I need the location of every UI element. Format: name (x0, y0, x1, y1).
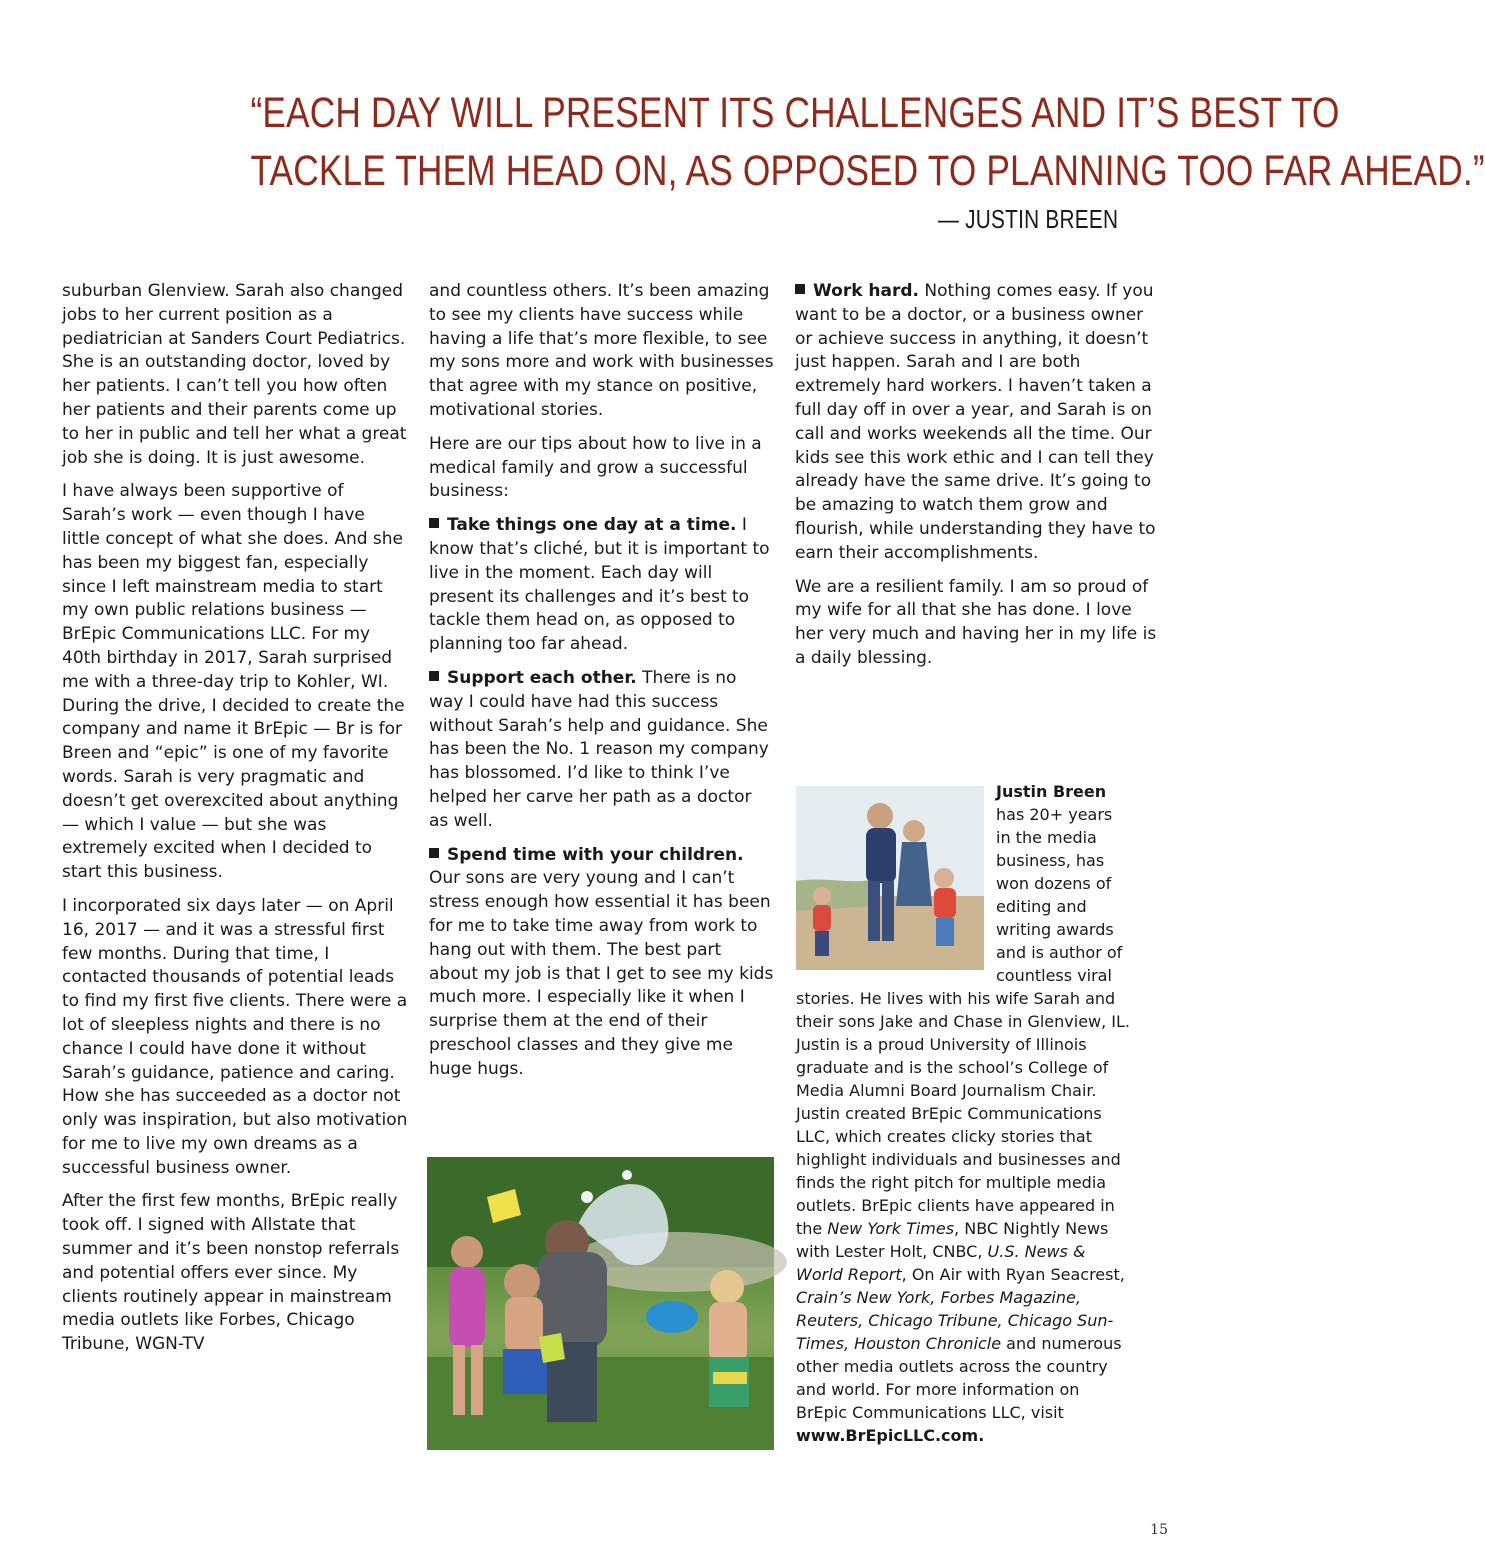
square-bullet-icon (429, 848, 439, 858)
bio-outlet: Crain’s New York, Forbes Magazine, Reuters, Chicago Tribune, Chicago Sun-Times, Houston Chronicle (796, 1288, 1114, 1353)
pull-quote-line-1: “EACH DAY WILL PRESENT ITS CHALLENGES AND IT’S BEST TO (250, 89, 1340, 137)
author-name: Justin Breen (996, 782, 1107, 801)
website-link[interactable]: www.BrEpicLLC.com. (796, 1426, 985, 1445)
paragraph: We are a resilient family. I am so proud of my wife for all that she has done. I love her very much and having her in my life is a daily blessing. (795, 576, 1157, 668)
square-bullet-icon (429, 671, 439, 681)
tip-heading: Work hard. (813, 281, 920, 301)
tip-body: There is no way I could have had this success without Sarah’s help and guidance. She has been the No. 1 reason my company has blossomed. I’d like to think I’ve helped her carve her path as a doctor as well. (429, 667, 769, 831)
tip-heading: Take things one day at a time. (447, 515, 737, 536)
tip-heading: Spend time with your children. (447, 844, 744, 865)
paragraph: and countless others. It’s been amazing to see my clients have success while having a life that’s more flexible, to see my sons more and work with businesses that agree with my stance on positive, motivational stories. (429, 281, 774, 420)
bio-text: , On Air with Ryan Seacrest, (901, 1265, 1125, 1284)
article-column-1 (62, 280, 408, 1367)
article-column-3 (795, 280, 1157, 681)
tip-paragraph (795, 280, 1157, 566)
paragraph: After the first few months, BrEpic really took off. I signed with Allstate that summer and it’s been nonstop referrals and potential offers ever since. My clients routinely appear in mainstream media outlets like Forbes, Chicago Tribune, WGN-TV (62, 1191, 400, 1355)
bio-photo-spacer (796, 780, 996, 973)
paragraph: Here are our tips about how to live in a medical family and grow a successful business: (429, 433, 762, 502)
paragraph: I have always been supportive of Sarah’s work — even though I have little concept of what she does. And she has been my biggest fan, especially since I left mainstream media to start my own public relations business — BrEpic Communications LLC. For my 40th birthday in 2017, Sarah surprised me with a three-day trip to Kohler, WI. During the drive, I decided to create the company and name it BrEpic — Br is for Breen and “epic” is one of my favorite words. Sarah is very pragmatic and doesn’t get overexcited about anything — which I value — but she was extremely excited when I decided to start this business. (62, 481, 405, 883)
tip-body: Our sons are very young and I can’t stress enough how essential it has been for me to take time away from work to hang out with them. The best part about my job is that I get to see my kids much more. I especially like it when I surprise them at the end of their preschool classes and they give me huge hugs. (429, 868, 774, 1079)
pull-quote-line-2: TACKLE THEM HEAD ON, AS OPPOSED TO PLANNING TOO FAR AHEAD.” (250, 147, 1485, 195)
tip-body: I know that’s cliché, but it is important to live in the moment. Each day will present its challenges and it’s best to tackle them head on, as opposed to planning too far ahead. (429, 515, 770, 655)
pull-quote (250, 84, 1485, 200)
page-number: 15 (1150, 1522, 1168, 1538)
kids-water-play-photo (427, 1157, 774, 1450)
tip-body: Nothing comes easy. If you want to be a doctor, or a business owner or achieve success in anything, it doesn’t just happen. Sarah and I are both extremely hard workers. I haven’t taken a full day off in over a year, and Sarah is on call and works weekends all the time. Our kids see this work ethic and I can tell they already have the same drive. It’s going to be amazing to watch them grow and flourish, while understanding they have to earn their accomplishments. (795, 281, 1156, 563)
tip-paragraph (429, 514, 775, 657)
tip-paragraph (429, 667, 775, 834)
article-column-2 (429, 280, 775, 1092)
paragraph: I incorporated six days later — on April 16, 2017 — and it was a stressful first few months. During that time, I contacted thousands of potential leads to find my first five clients. There were a lot of sleepless nights and there is no chance I could have done it without Sarah’s guidance, patience and caring. How she has succeeded as a doctor not only was inspiration, but also motivation for me to live my own dreams as a successful business owner. (62, 895, 408, 1178)
bio-text: , NBC Nightly News with Lester Holt, CNBC, (796, 1219, 1109, 1261)
tip-heading: Support each other. (447, 667, 637, 688)
square-bullet-icon (429, 518, 439, 528)
bio-outlet: U.S. News & World Report (796, 1242, 1086, 1284)
kids-photo-illustration (427, 1157, 774, 1450)
tip-paragraph (429, 844, 775, 1082)
bio-text: has 20+ years in the media business, has won dozens of editing and writing awards and is author of countless viral stories. He lives with his wife Sarah and their sons Jake and Chase in Glenview, IL. Justin is a proud University of Illinois graduate and is the school’s College of Media Alumni Board Journalism Chair. Justin created BrEpic Communications LLC, which creates clicky stories that highlight individuals and businesses and finds the right pitch for multiple media outlets. BrEpic clients have appeared in the (796, 805, 1131, 1238)
quote-attribution: — JUSTIN BREEN (937, 204, 1118, 234)
square-bullet-icon (795, 284, 805, 294)
paragraph: suburban Glenview. Sarah also changed jobs to her current position as a pediatrician at Sanders Court Pediatrics. She is an outstanding doctor, loved by her patients. I can’t tell you how often her patients and their parents come up to her in public and tell her what a great job she is doing. It is just awesome. (62, 281, 407, 468)
bio-outlet: New York Times (827, 1219, 955, 1238)
bio-text: and numerous other media outlets across the country and world. For more information on BrEpic Communications LLC, visit (796, 1334, 1122, 1422)
author-bio (796, 780, 1131, 1447)
